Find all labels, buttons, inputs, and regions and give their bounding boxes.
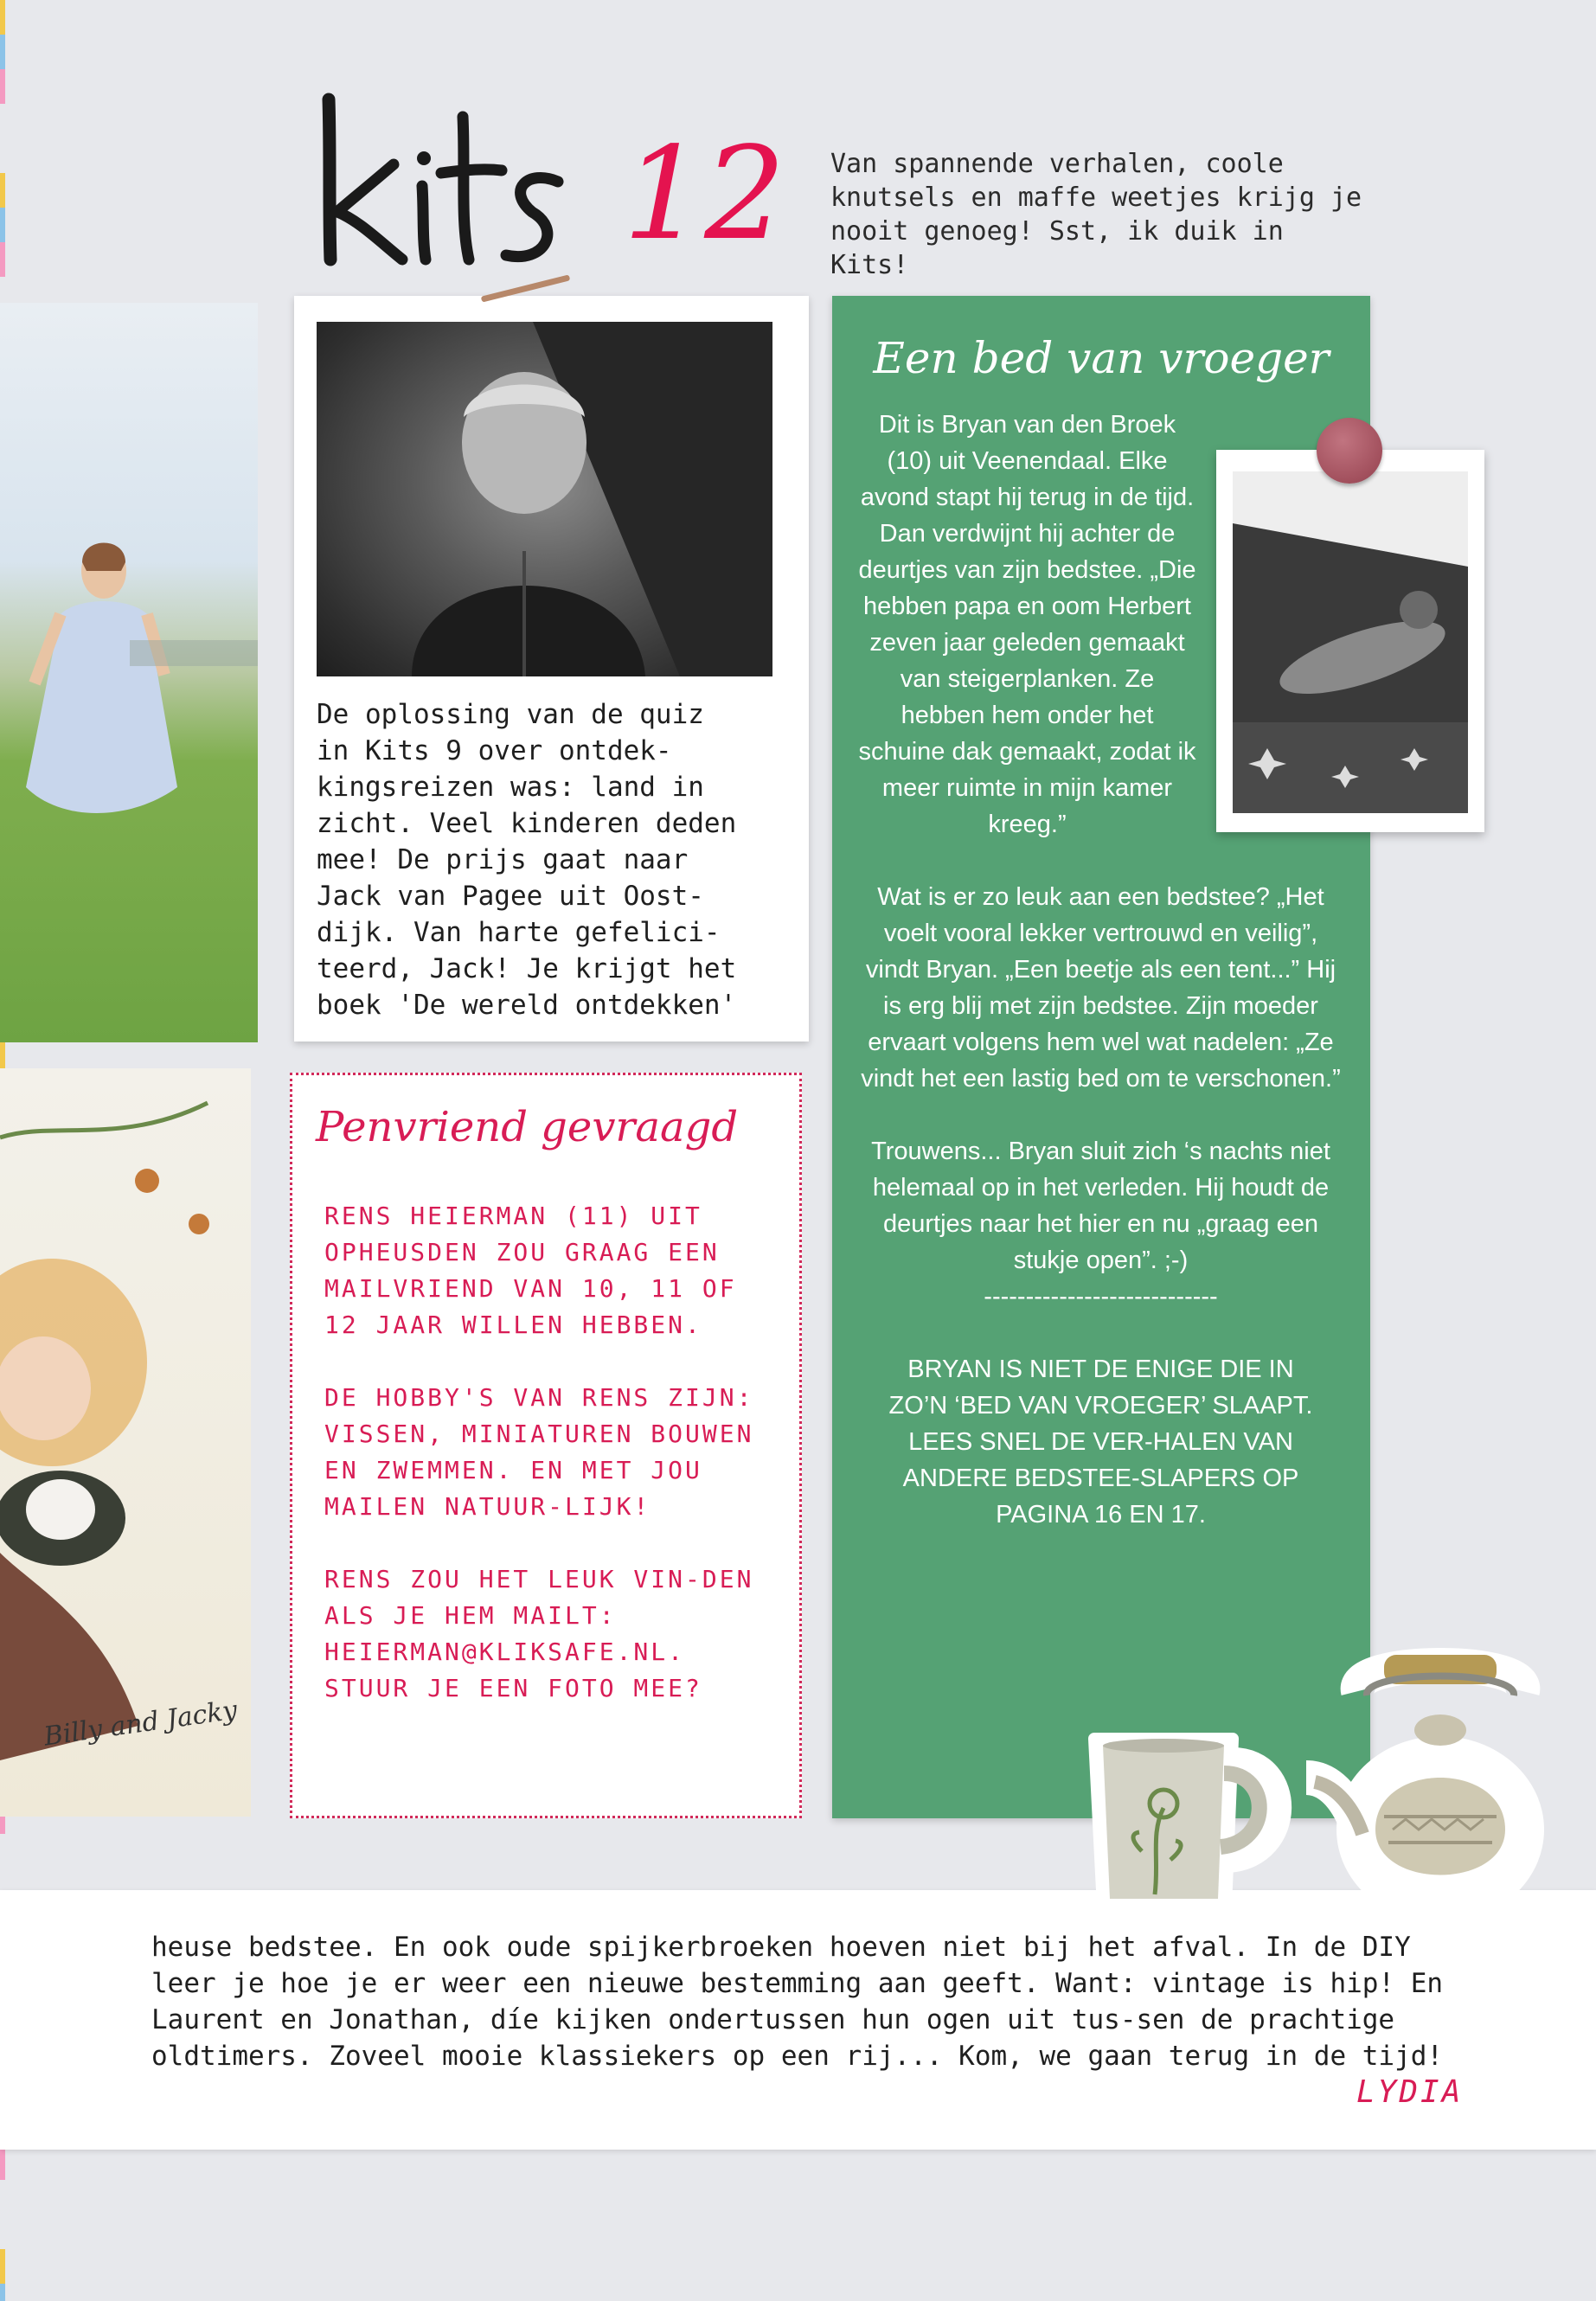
kits-logo-text: kits xyxy=(311,280,313,281)
boy-portrait-photo xyxy=(317,322,772,676)
bedstee-photo xyxy=(1233,471,1468,813)
penvriend-paragraph: DE HOBBY'S VAN RENS ZIJN: VISSEN, MINIATUREN BOUWEN EN ZWEMMEN. EN MET JOU MAILEN NATUUR-LIJK! xyxy=(324,1383,754,1521)
intro-text: Van spannende verhalen, coole knutsels en maffe weetjes krijg je nooit genoeg! Sst, ik duik in Kits! xyxy=(830,149,1362,280)
mug-sticker-icon xyxy=(1086,1721,1293,1916)
polaroid-pin xyxy=(1317,418,1382,484)
bedstee-paragraph: Trouwens... Bryan sluit zich ‘s nachts niet helemaal op in het verleden. Hij houdt de deurtjes naar het hier en nu „graag een stukje open”. ;-) xyxy=(871,1138,1330,1274)
vintage-card-photo xyxy=(0,1068,251,1817)
editorial-text: heuse bedstee. En ook oude spijkerbroeken hoeven niet bij het afval. In de DIY leer je hoe je er weer een nieuwe bestemming aan geeft. Want: vintage is hip! En Laurent en Jonathan, díe kijken ondertussen hun ogen uit tus-sen de prachtige oldtimers. Zoveel mooie klassiekers op een rij... Kom, we gaan terug in de tijd! xyxy=(151,1932,1444,2072)
bedstee-paragraph: Dit is Bryan van den Broek (10) uit Veenendaal. Elke avond stapt hij terug in de tijd. Dan verdwijnt hij achter de deurtjes van zijn bedstee. „Die hebben papa en oom Herbert zeven jaar geleden gemaakt van steigerplanken. Ze hebben hem onder het schuine dak gemaakt, zodat ik meer ruimte in mijn kamer kreeg.” xyxy=(858,411,1196,838)
issue-number: 12 xyxy=(623,119,786,268)
penvriend-paragraph: RENS ZOU HET LEUK VIN-DEN ALS JE HEM MAILT: HEIERMAN@KLIKSAFE.NL. STUUR JE EEN FOTO MEE? xyxy=(324,1565,754,1702)
penvriend-text xyxy=(324,1198,774,1743)
penvriend-paragraph: RENS HEIERMAN (11) UIT OPHEUSDEN ZOU GRAAG EEN MAILVRIEND VAN 10, 11 OF 12 JAAR WILLEN HEBBEN. xyxy=(324,1202,737,1339)
bedstee-paragraph: Wat is er zo leuk aan een bedstee? „Het voelt vooral lekker vertrouwd en veilig”, vindt Bryan. „Een beetje als een tent...” Hij is erg blij met zijn bedstee. Zijn moeder ervaart volgens hem wel wat nadelen: „Ze vindt het een lastig bed om te verschonen.” xyxy=(861,883,1341,1093)
bedstee-divider: ---------------------------- xyxy=(984,1283,1218,1311)
penvriend-title: Penvriend gevraagd xyxy=(316,1103,739,1151)
bedstee-title: Een bed van vroeger xyxy=(873,333,1330,383)
kettle-sticker-icon xyxy=(1298,1631,1557,1925)
girl-in-field-photo xyxy=(0,303,258,1042)
kits-logo xyxy=(311,82,580,281)
quiz-solution-text: De oplossing van de quiz in Kits 9 over ontdek- kingsreizen was: land in zicht. Veel kinderen deden mee! De prijs gaat naar Jack van Pagee uit Oost- dijk. Van harte gefelici- teerd, Jack! Je krijgt het boek 'De wereld ontdekken' xyxy=(317,699,737,1021)
editor-signature: LYDIA xyxy=(1356,2074,1464,2110)
vintage-card-caption: Billy and Jacky xyxy=(42,1695,240,1753)
bedstee-footer: BRYAN IS NIET DE ENIGE DIE IN ZO’N ‘BED VAN VROEGER’ SLAAPT. LEES SNEL DE VER-HALEN VAN ANDERE BEDSTEE-SLAPERS OP PAGINA 16 EN 17. xyxy=(888,1356,1313,1529)
